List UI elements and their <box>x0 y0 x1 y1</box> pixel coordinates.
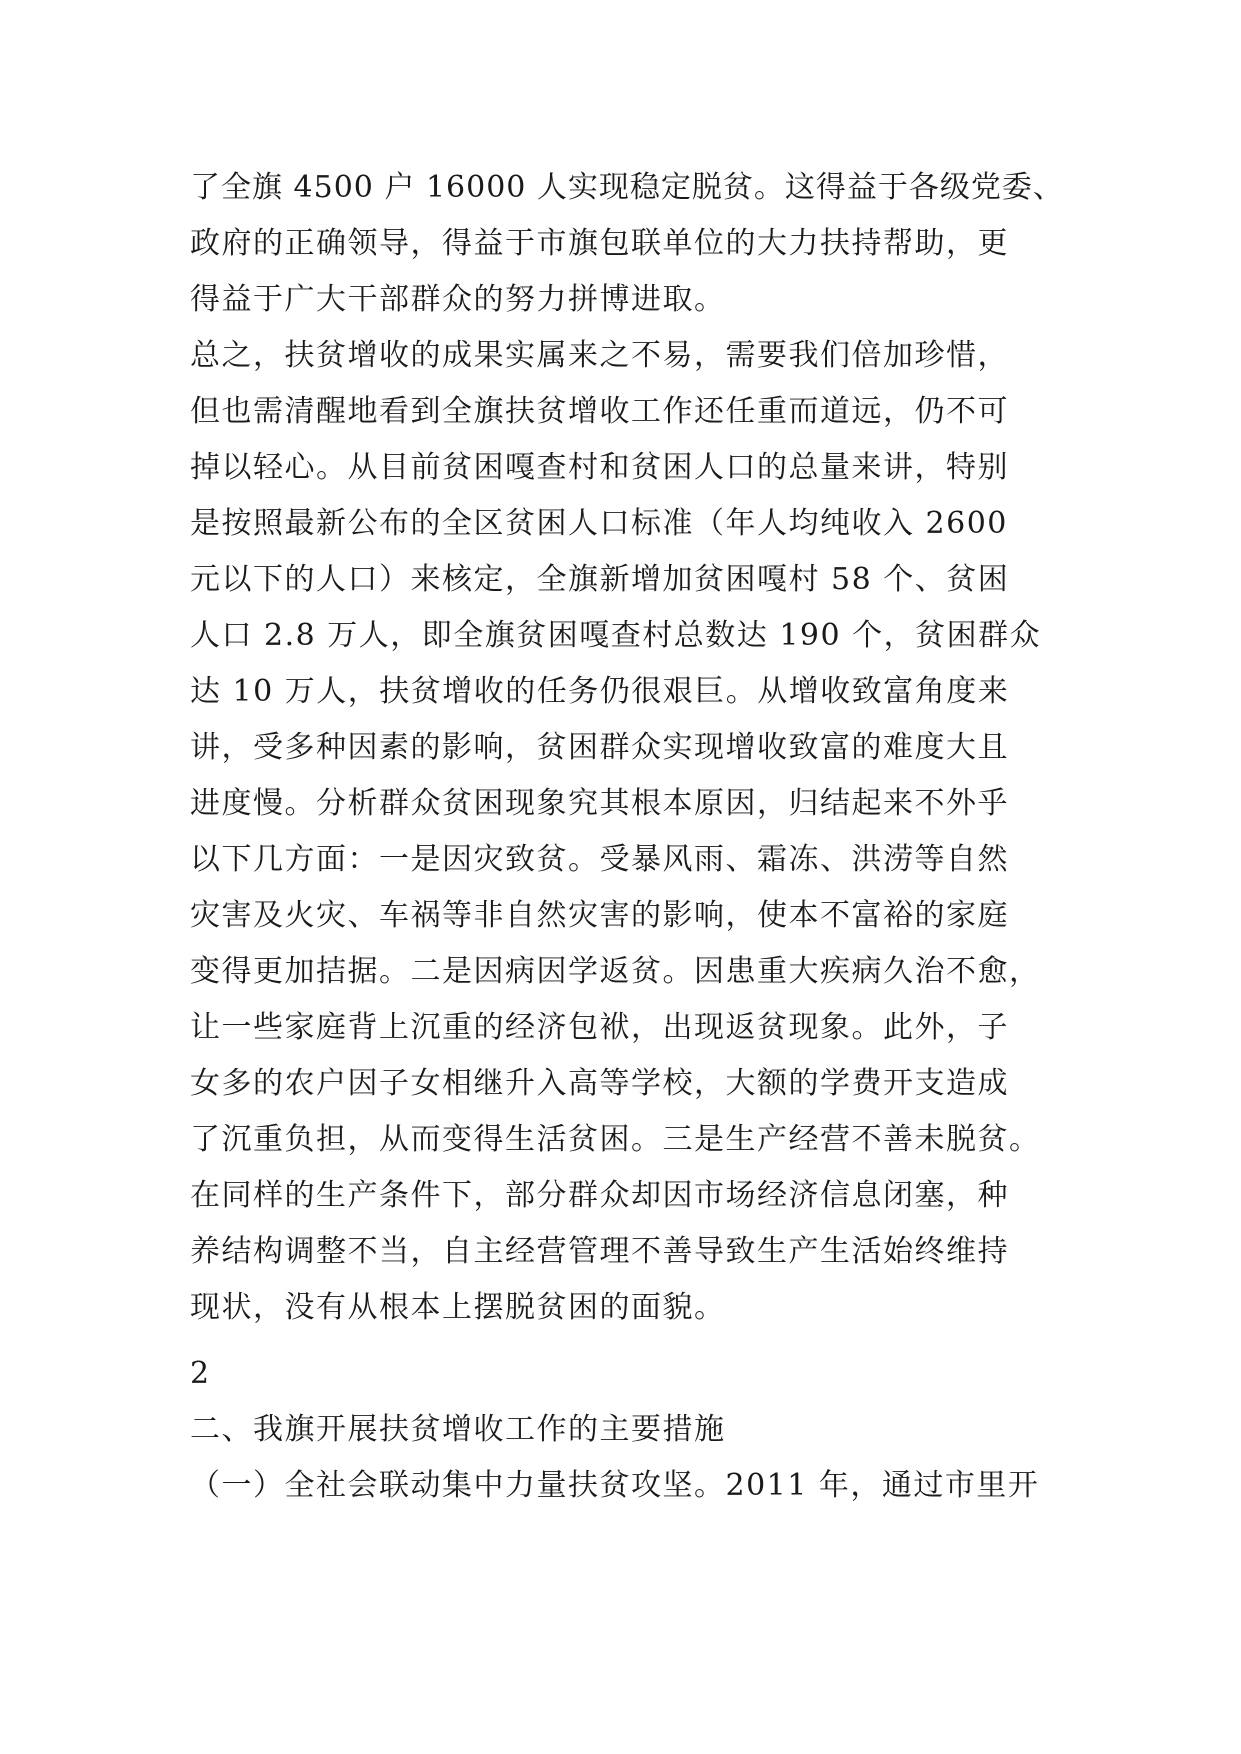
paragraph-line: 元以下的人口）来核定，全旗新增加贫困嘎村 58 个、贫困 <box>190 562 1010 597</box>
paragraph-line: （一）全社会联动集中力量扶贫攻坚。2011 年，通过市里开 <box>190 1468 1040 1503</box>
paragraph-line: 进度慢。分析群众贫困现象究其根本原因，归结起来不外乎 <box>190 786 1009 821</box>
document-body <box>190 160 1070 1514</box>
paragraph-line: 政府的正确领导，得益于市旗包联单位的大力扶持帮助，更 <box>190 226 1009 261</box>
paragraph-line: 在同样的生产条件下，部分群众却因市场经济信息闭塞，种 <box>190 1178 1009 1213</box>
paragraph-line: 但也需清醒地看到全旗扶贫增收工作还任重而道远，仍不可 <box>190 394 1009 429</box>
paragraph-line: 人口 2.8 万人，即全旗贫困嘎查村总数达 190 个，贫困群众 <box>190 618 1042 653</box>
paragraph-line: 得益于广大干部群众的努力拼博进取。 <box>190 282 726 317</box>
section-heading: 二、我旗开展扶贫增收工作的主要措施 <box>190 1412 726 1447</box>
paragraph-line: 让一些家庭背上沉重的经济包袱，出现返贫现象。此外，子 <box>190 1010 1009 1045</box>
paragraph-line: 养结构调整不当，自主经营管理不善导致生产生活始终维持 <box>190 1234 1009 1269</box>
paragraph-line: 以下几方面：一是因灾致贫。受暴风雨、霜冻、洪涝等自然 <box>190 842 1009 877</box>
paragraph-line: 是按照最新公布的全区贫困人口标准（年人均纯收入 2600 <box>190 506 1008 541</box>
paragraph-line: 总之，扶贫增收的成果实属来之不易，需要我们倍加珍惜， <box>190 338 1009 373</box>
paragraph-line: 了全旗 4500 户 16000 人实现稳定脱贫。这得益于各级党委、 <box>190 170 1064 205</box>
paragraph-line: 了沉重负担，从而变得生活贫困。三是生产经营不善未脱贫。 <box>190 1122 1041 1157</box>
paragraph-line: 女多的农户因子女相继升入高等学校，大额的学费开支造成 <box>190 1066 1009 1101</box>
paragraph-line: 掉以轻心。从目前贫困嘎查村和贫困人口的总量来讲，特别 <box>190 450 1009 485</box>
paragraph-line: 达 10 万人，扶贫增收的任务仍很艰巨。从增收致富角度来 <box>190 674 1010 709</box>
paragraph-line: 讲，受多种因素的影响，贫困群众实现增收致富的难度大且 <box>190 730 1009 765</box>
page-number: 2 <box>190 1356 211 1391</box>
paragraph-line: 现状，没有从根本上摆脱贫困的面貌。 <box>190 1290 726 1325</box>
paragraph-line: 灾害及火灾、车祸等非自然灾害的影响，使本不富裕的家庭 <box>190 898 1009 933</box>
paragraph-line: 变得更加拮据。二是因病因学返贫。因患重大疾病久治不愈， <box>190 954 1041 989</box>
